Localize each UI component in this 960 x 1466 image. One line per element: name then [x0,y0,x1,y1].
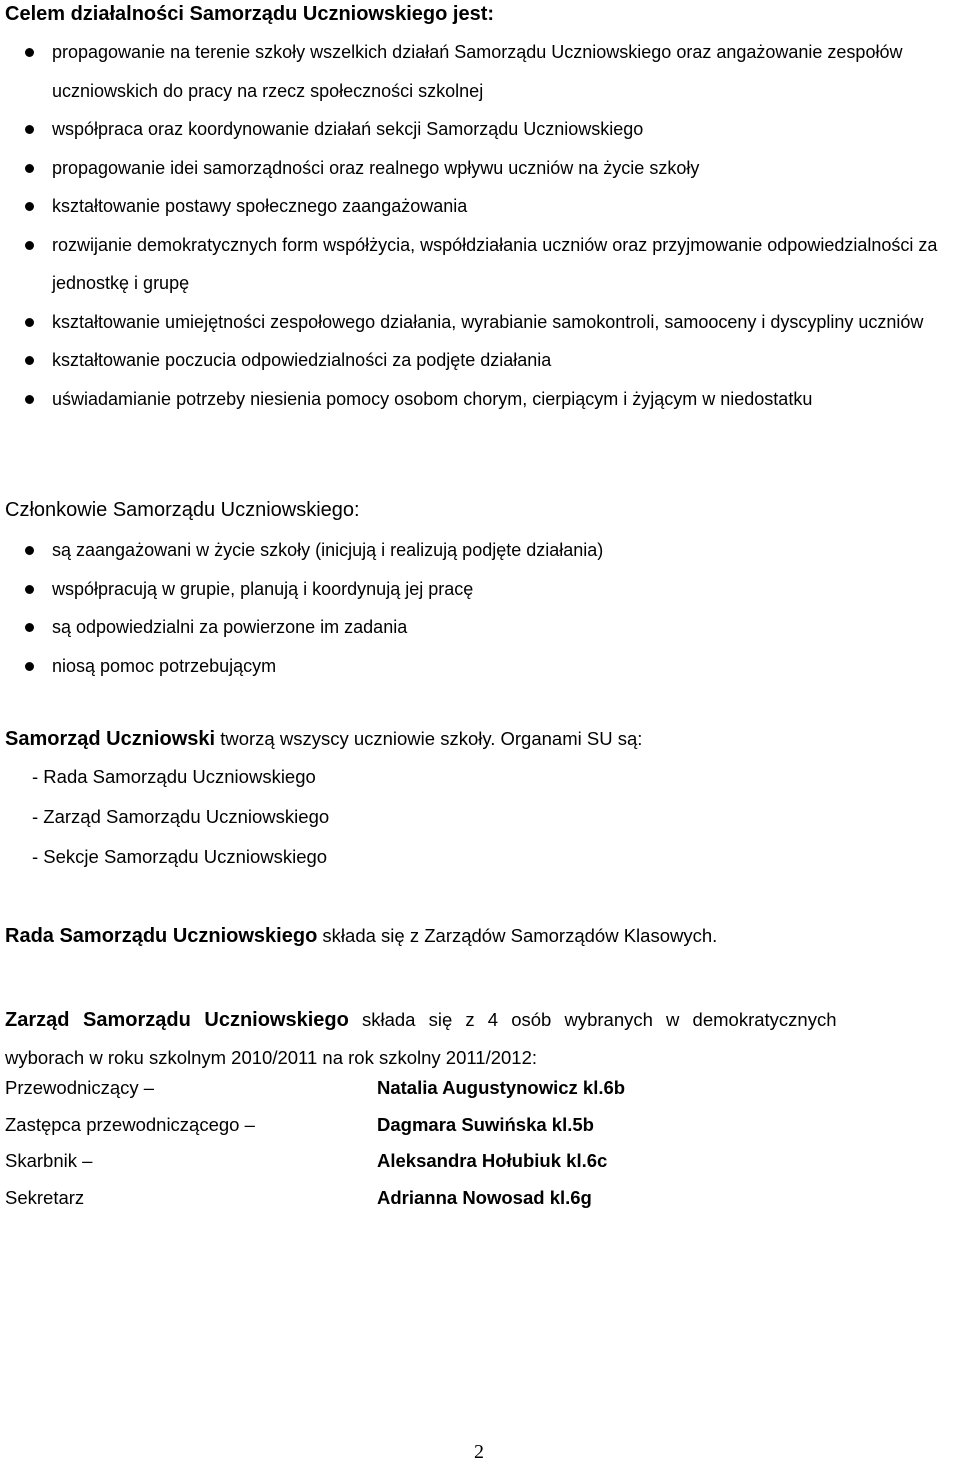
zarzad-text-line2: wyborach w roku szkolnym 2010/2011 na rok szkolny 2011/2012: [5,1047,538,1068]
member-item: są odpowiedzialni za powierzone im zadania [0,608,955,647]
goal-item: propagowanie idei samorządności oraz realnego wpływu uczniów na życie szkoły [0,149,955,188]
officer-role: Skarbnik – [5,1150,93,1171]
officer-name: Natalia Augustynowicz kl.6b [377,1077,626,1098]
organ-item: - Sekcje Samorządu Uczniowskiego [32,846,328,867]
officer-role: Zastępca przewodniczącego – [5,1113,255,1135]
su-subject: Samorząd Uczniowski [5,728,216,750]
officer-role: Sekretarz [5,1186,85,1208]
su-text: tworzą wszyscy uczniowie szkoły. Organami SU są: [215,728,643,749]
organ-item: - Rada Samorządu Uczniowskiego [32,766,316,787]
goal-item: kształtowanie postawy społecznego zaangażowania [0,187,955,226]
organ-item: - Zarząd Samorządu Uczniowskiego [32,806,330,827]
members-heading: Członkowie Samorządu Uczniowskiego: [5,499,360,521]
member-item: współpracują w grupie, planują i koordynują jej pracę [0,570,955,609]
officers-list [5,1073,805,1219]
goal-item: współpraca oraz koordynowanie działań sekcji Samorządu Uczniowskiego [0,110,955,149]
rada-paragraph [5,923,717,949]
members-list [0,531,955,685]
goal-item: kształtowanie umiejętności zespołowego działania, wyrabianie samokontroli, samooceny i dyscypliny uczniów [0,303,955,342]
zarzad-subject: Zarząd Samorządu Uczniowskiego [5,1009,349,1031]
officer-role: Przewodniczący – [5,1077,155,1098]
officer-row [5,1146,805,1183]
su-paragraph [5,726,642,752]
goal-item: uświadamianie potrzeby niesienia pomocy osobom chorym, cierpiącym i żyjącym w niedostatku [0,380,955,419]
officer-row [5,1073,805,1110]
rada-subject: Rada Samorządu Uczniowskiego [5,925,318,947]
member-item: są zaangażowani w życie szkoły (inicjują i realizują podjęte działania) [0,531,955,570]
officer-name: Aleksandra Hołubiuk kl.6c [377,1150,608,1171]
officer-name: Dagmara Suwińska kl.5b [377,1113,594,1135]
officer-row [5,1183,805,1220]
goal-item: propagowanie na terenie szkoły wszelkich działań Samorządu Uczniowskiego oraz angażowanie zespołów uczniowskich do pracy na rzecz społeczności szkolnej [0,33,955,110]
officer-name: Adrianna Nowosad kl.6g [377,1186,592,1208]
zarzad-paragraph [5,1001,960,1077]
member-item: niosą pomoc potrzebującym [0,647,955,686]
goals-heading: Celem działalności Samorządu Uczniowskiego jest: [5,3,495,25]
officer-row [5,1110,805,1147]
zarzad-text-line1: składa się z 4 osób wybranych w demokratycznych [348,1009,837,1030]
rada-text: składa się z Zarządów Samorządów Klasowych. [317,925,718,946]
page-number: 2 [474,1441,484,1463]
goal-item: rozwijanie demokratycznych form współżycia, współdziałania uczniów oraz przyjmowanie odpowiedzialności za jednostkę i grupę [0,226,955,303]
goal-item: kształtowanie poczucia odpowiedzialności za podjęte działania [0,341,955,380]
goals-list [0,33,955,418]
